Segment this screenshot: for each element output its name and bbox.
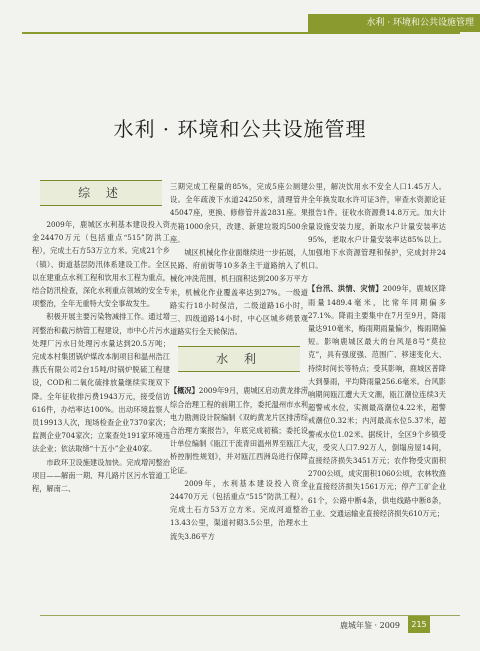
footer-source: 鹿城年鉴 · 2009: [340, 621, 400, 630]
flood-paragraph: [308, 282, 446, 520]
paragraph: 2009年，鹿城区水利基本建设投入资金24470万元（包括重点“515”防洪工程），完成土石方53万立方米。完成21个乡（镇）、街道基层防汛体系建设工作。全区以在建重点水利工程和饮用水工程为重点，结合防汛检查，深化水利重点领域的安全专项整治，全年无重特大安全事故发生。: [32, 220, 170, 309]
flood-text: 2009年，鹿城区降雨量1489.4毫米，比常年同期偏多27.1%。降雨主要集中在7月至9月，降雨量达910毫米，梅雨期雨量偏少，梅雨期偏短。影响鹿城区最大的台风是8号“莫拉克”，具有强度强、范围广、移速变化大、持续时间长等特点；受其影响，鹿城区普降大到暴雨，平均降雨量256.6毫米。台风影响期间瓯江遭大天文潮，瓯江潮位连续3天超警戒水位，实测最高潮位4.22米，超警戒潮位0.32米；内河最高水位5.37米，超警戒水位1.02米。据统计，全区9个乡镇受灾，受灾人口7.92万人，倒塌房屋14间，直接经济损失3451万元；农作物受灾面积2700公顷，成灾面积1060公顷，农林牧渔业直接经济损失1561万元；停产工矿企业61个，公路中断4条，供电线路中断8条，工业、交通运输业直接经济损失610万元；: [308, 284, 446, 518]
overview-text: 2009年9月，鹿城区启动黄龙排涝综合治理工程的前期工作，委托温州市水利电力勘测设计院编制《双屿黄龙片区排涝综合治理方案报告》，年底完成初稿；委托设计单位编制《瓯江干流青田温州界至瓯江大桥控制性规划》，并对瓯江西洲岛进行保障论证。: [170, 386, 308, 475]
paragraph: 城区机械化作业面继续进一步拓展，人民路、府前街等10多条主干道路纳入了机械化冲洗范围，机扫面积达到200多万平方米，机械化作业覆盖率达到27%。一级道路实行18小时保洁，二级道路16小时，三、四级道路14小时，中心区城乡朔景观道路实行全天候保洁。: [170, 248, 308, 337]
flood-tag: 【台汛、洪情、灾情】: [308, 284, 383, 294]
page-number: 215: [411, 620, 427, 629]
column-1: [32, 180, 170, 495]
page-title: 水利 · 环境和公共设施管理: [113, 117, 367, 141]
column-2: [170, 180, 308, 543]
paragraph: 公里，解决饮用水不安全人口1.45万人。全年换发取水许可证3件，审查水资源论证报告1件。征收水资源费14.8万元。加大计量设施安装力度，新取水户计量安装率达95%，老取水户计量安装率达85%以上。加强地下水资源管理和保护，完成封井24口。: [308, 182, 446, 271]
section-heading-overview: 综 述: [40, 180, 162, 206]
page-number-badge: [408, 616, 430, 633]
header-rule: [22, 32, 460, 34]
paragraph: 积极开展主要污染物减排工作。通过增河整治和截污纳管工程建设，市中心片污水处理厂污水日处理污水量达到20.5万吨；完成本村集团锅炉煤改本制项目和温州浩江燕氏有限公司2台15吨/时锅炉脱硫工程建设，COD和二氧化硫排放量继续实现双下降。全年征收排污费1943万元，接受信访616件，办结率达100%。出动环境监察人员19913人次，现场检查企业7370家次；监测企业704家次；立案查处191家环境违法企业；依法取缔“十五小”企业40家。: [32, 312, 170, 454]
paragraph: 三期完成工程量的85%，完成5座公厕建设。全年疏浚下水道24250米，清理管井45047座，更换、修修管井盖2831座。果壳箱1000余只，改建、新建垃圾坞500余座。: [170, 182, 308, 244]
column-3: [308, 180, 446, 520]
running-header-text: 水利 · 环境和公共设施管理: [366, 18, 474, 28]
section-heading-water: 水 利: [178, 346, 300, 372]
overview-paragraph: [170, 384, 308, 476]
overview-tag: 【概况】: [170, 386, 199, 396]
footer-rule: [40, 615, 460, 616]
running-header: [308, 14, 480, 32]
paragraph: 市政环卫设施建设加快。完成增河整治项目——解南一期、拜儿路片区污水管道工程，解南二、: [32, 457, 170, 494]
paragraph: 2009年，水利基本建设投入资金24470万元（包括重点“515”防洪工程），完成土石方53万立方米。完成河道整治13.43公里，渠道衬砌3.5公里，治理水土流失3.86平方: [170, 478, 308, 541]
